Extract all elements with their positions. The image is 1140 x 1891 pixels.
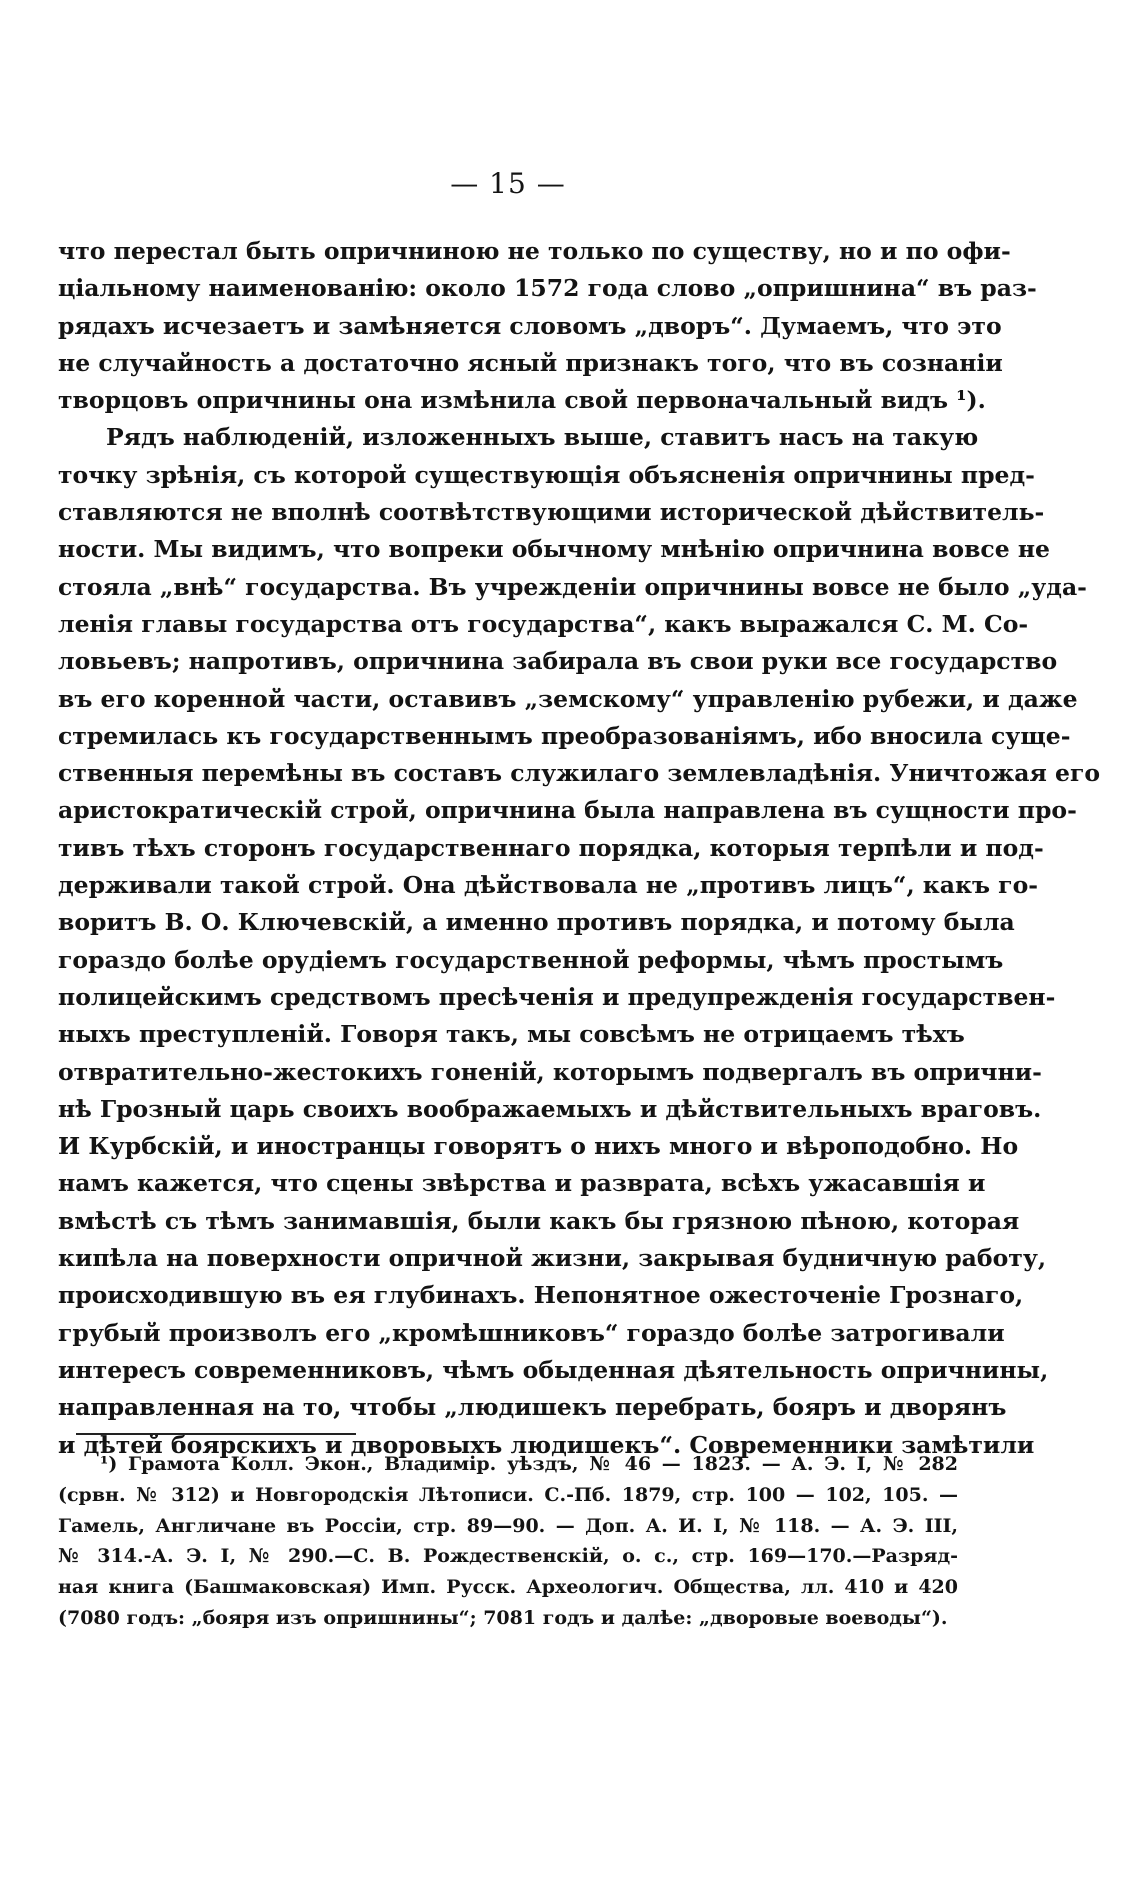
text-line: въ его коренной части, оставивъ „земскому“ управленію рубежи, и даже (58, 684, 1078, 713)
text-line: рядахъ исчезаетъ и замѣняется словомъ „дворъ“. Думаемъ, что это (58, 311, 1002, 340)
text-line: что перестал быть опричниною не только по существу, но и по офи- (58, 237, 1011, 265)
footnote-line: ная книга (Башмаковская) Имп. Русск. Археологич. Общества, лл. 410 и 420 (58, 1576, 958, 1599)
text-line: ныхъ преступленій. Говоря такъ, мы совсѣмъ не отрицаемъ тѣхъ (58, 1020, 965, 1049)
text-line: отвратительно-жестокихъ гоненій, которымъ подвергалъ въ опрични- (58, 1057, 1042, 1086)
text-line: ственныя перемѣны въ составъ служилаго землевладѣнія. Уничтожая его (58, 759, 1101, 788)
text-line: нѣ Грозный царь своихъ воображаемыхъ и дѣйствительныхъ враговъ. (58, 1094, 1042, 1123)
text-line: ловьевъ; напротивъ, опричнина забирала въ свои руки все государство (58, 647, 1058, 676)
footnote-line: (7080 годъ: „бояря изъ опришнины“; 7081 годъ и далѣе: „дворовые воеводы“). (58, 1606, 948, 1629)
book-page (58, 0, 1101, 1891)
text-line: кипѣла на поверхности опричной жизни, закрывая будничную работу, (58, 1244, 1047, 1273)
text-line: происходившую въ ея глубинахъ. Непонятное ожесточеніе Грознаго, (58, 1281, 1024, 1310)
footnote-divider (76, 1433, 356, 1435)
text-line: ленія главы государства отъ государства“, какъ выражался С. М. Со- (58, 609, 1029, 638)
footnote-line: (срвн. № 312) и Новгородскія Лѣтописи. С.-Пб. 1879, стр. 100 — 102, 105. — (58, 1483, 958, 1506)
text-line: не случайность а достаточно ясный признакъ того, что въ сознаніи (58, 348, 1003, 377)
text-line: творцовъ опричнины она измѣнила свой первоначальный видъ ¹). (58, 386, 986, 415)
text-line: интересъ современниковъ, чѣмъ обыденная дѣятельность опричнины, (58, 1355, 1049, 1384)
text-line: полицейскимъ средствомъ пресѣченія и предупрежденія государствен- (58, 982, 1056, 1011)
text-line: стремилась къ государственнымъ преобразованіямъ, ибо вносила суще- (58, 721, 1071, 750)
text-line: держивали такой строй. Она дѣйствовала не „противъ лицъ“, какъ го- (58, 871, 1039, 900)
text-line: намъ кажется, что сцены звѣрства и разврата, всѣхъ ужасавшія и (58, 1169, 986, 1198)
footnote-line: Гамель, Англичане въ Россіи, стр. 89—90. — Доп. А. И. I, № 118. — А. Э. III, (58, 1514, 958, 1537)
footnotes (58, 1449, 958, 1634)
text-line: И Курбскій, и иностранцы говорятъ о нихъ много и вѣроподобно. Но (58, 1132, 1019, 1161)
text-line: Рядъ наблюденій, изложенныхъ выше, ставитъ насъ на такую (106, 423, 979, 452)
text-line: тивъ тѣхъ сторонъ государственнаго порядка, которыя терпѣли и под- (58, 833, 1044, 862)
text-line: ціальному наименованію: около 1572 года слово „опришнина“ въ раз- (58, 274, 1037, 303)
text-line: аристократическій строй, опричнина была направлена въ сущности про- (58, 796, 1077, 825)
text-line: воритъ В. О. Ключевскій, а именно противъ порядка, и потому была (58, 908, 1015, 937)
main-text (58, 233, 1101, 1464)
footnote-line: ¹) Грамота Колл. Экон., Владимір. уѣздъ, № 46 — 1823. — А. Э. I, № 282 (100, 1453, 958, 1475)
page-number: — 15 — (450, 167, 566, 200)
text-line: стояла „внѣ“ государства. Въ учрежденіи опричнины вовсе не было „уда- (58, 572, 1087, 601)
footnote-line: № 314.-А. Э. I, № 290.—С. В. Рождественскій, о. с., стр. 169—170.—Разряд- (58, 1545, 958, 1568)
text-line: гораздо болѣе орудіемъ государственной реформы, чѣмъ простымъ (58, 945, 1004, 974)
text-line: ставляются не вполнѣ соотвѣтствующими исторической дѣйствитель- (58, 498, 1045, 527)
text-line: грубый произволъ его „кромѣшниковъ“ гораздо болѣе затрогивали (58, 1318, 1005, 1347)
text-line: ности. Мы видимъ, что вопреки обычному мнѣнію опричнина вовсе не (58, 535, 1050, 564)
text-line: и дѣтей боярскихъ и дворовыхъ людишекъ“. Современники замѣтили (58, 1430, 1035, 1459)
text-line: точку зрѣнія, съ которой существующія объясненія опричнины пред- (58, 460, 1035, 489)
text-line: вмѣстѣ съ тѣмъ занимавшія, были какъ бы грязною пѣною, которая (58, 1206, 1020, 1235)
text-line: направленная на то, чтобы „людишекъ перебрать, бояръ и дворянъ (58, 1393, 1007, 1422)
